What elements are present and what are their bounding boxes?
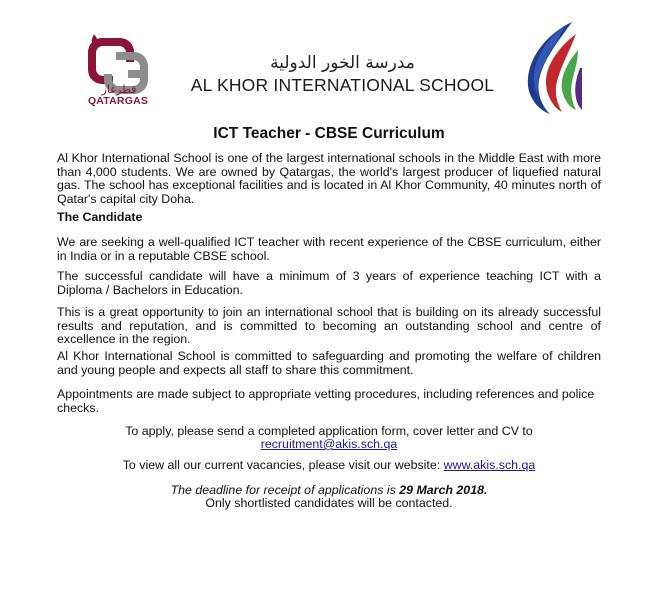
school-flame-logo [520,20,582,116]
apply-text: To apply, please send a completed application form, cover letter and CV to [125,424,533,438]
vacancies-text: To view all our current vacancies, please visit our website: [122,458,441,472]
deadline-date: 29 March 2018. [399,483,488,497]
qatargas-text: QATARGAS [87,95,149,107]
paragraph-seeking: We are seeking a well-qualified ICT teacher with recent experience of the CBSE curriculum, either in India or in a reputable CBSE school. [57,235,601,263]
candidate-heading: The Candidate [57,210,143,224]
paragraph-safeguarding: Al Khor International School is committed to safeguarding and promoting the welfare of children and young people and expects all staff to share this commitment. [57,349,601,377]
paragraph-requirements: The successful candidate will have a minimum of 3 years of experience teaching ICT with a Diploma / Bachelors in Education. [57,269,601,297]
school-name-arabic: مدرسة الخور الدولية [270,53,415,73]
qatargas-logo [72,30,158,108]
paragraph-vetting: Appointments are made subject to appropriate vetting procedures, including references and police checks. [57,387,595,415]
shortlist-note: Only shortlisted candidates will be contacted. [205,496,453,510]
school-name [170,52,515,95]
vacancies-line [0,459,658,473]
recruitment-email-link[interactable]: recruitment@akis.sch.qa [260,437,398,451]
paragraph-opportunity: This is a great opportunity to join an international school that is building on its already successful results and reputation, and is committed to becoming an outstanding school and centre of excellence in the region. [57,305,601,347]
qatargas-arabic-text: قطرغاز [101,83,137,96]
apply-email-line [0,438,658,452]
job-title: ICT Teacher - CBSE Curriculum [213,125,445,142]
website-link[interactable]: www.akis.sch.qa [443,458,536,472]
intro-paragraph: Al Khor International School is one of the largest international schools in the Middle East with more than 4,000 students. We are owned by Qatargas, the world's largest producer of liquefied natural gas. The school has exceptional facilities and is located in Al Khor Community, 40 minutes north of Qatar's capital city Doha. [57,151,601,206]
school-name-english: AL KHOR INTERNATIONAL SCHOOL [190,75,495,95]
school-flame-logo-icon [520,20,582,116]
deadline-text: The deadline for receipt of applications is [170,483,396,497]
